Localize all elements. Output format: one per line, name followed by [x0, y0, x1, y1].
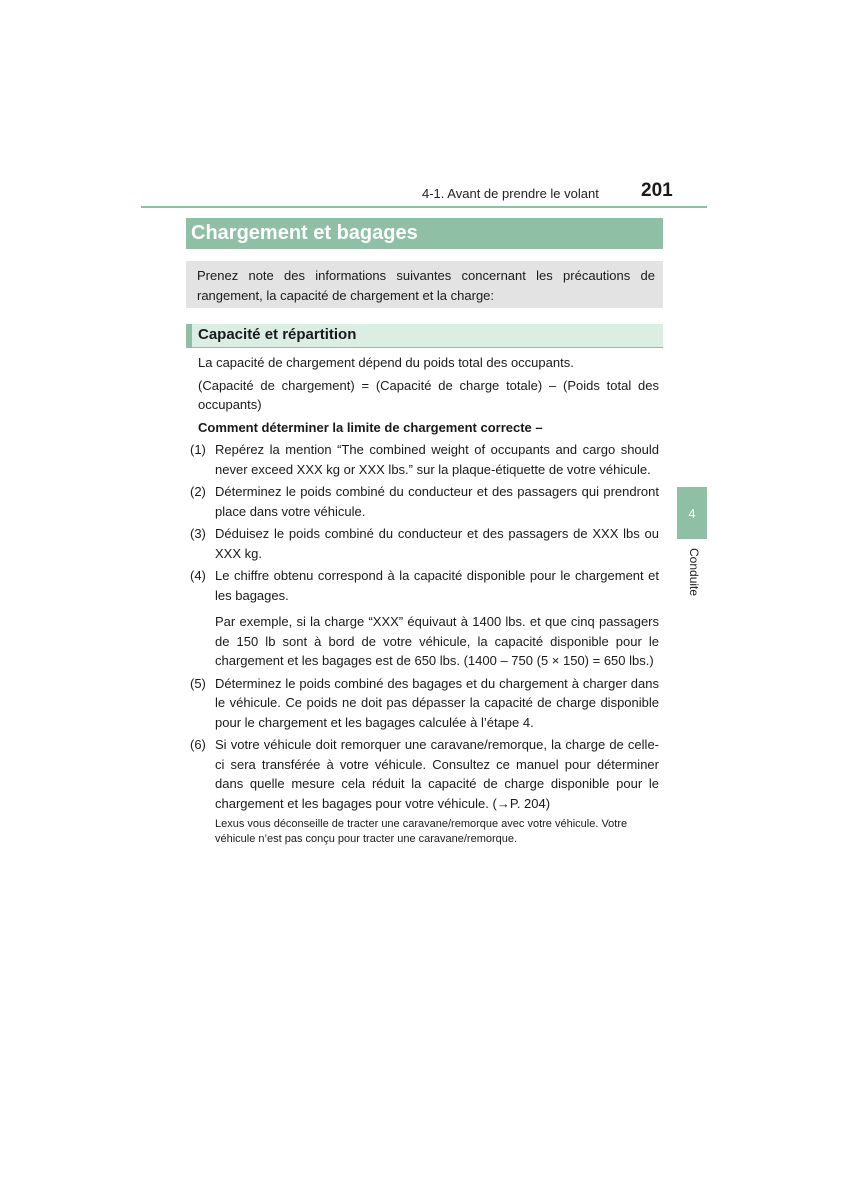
- step-text: Déterminez le poids combiné du conducteur et des passagers qui prendront place dans votre véhicule.: [215, 484, 659, 519]
- step-number: (4): [190, 568, 206, 583]
- chapter-label: Conduite: [687, 548, 701, 597]
- step-number: (2): [190, 484, 206, 499]
- procedure-heading: Comment déterminer la limite de chargement correcte –: [198, 419, 543, 435]
- step-text: Si votre véhicule doit remorquer une caravane/remorque, la charge de celle-ci sera transférée à votre véhicule. Consultez ce manuel pour déterminer dans quelle mesure cela réduit la capacité de charge disponible pour le chargement et les bagages pour votre véhicule. (→P. 204): [215, 737, 659, 811]
- list-item: [190, 566, 659, 605]
- chapter-number: 4: [688, 505, 696, 521]
- page-title: Chargement et bagages: [186, 218, 663, 249]
- list-item: [190, 524, 659, 563]
- list-item: [190, 674, 659, 733]
- list-item: [190, 482, 659, 521]
- paragraph: La capacité de chargement dépend du poids total des occupants.: [198, 355, 574, 370]
- step-text: Déduisez le poids combiné du conducteur et des passagers de XXX lbs ou XXX kg.: [215, 526, 659, 561]
- paragraph: (Capacité de chargement) = (Capacité de charge totale) – (Poids total des occupants): [198, 377, 659, 412]
- subsection-heading: Capacité et répartition: [186, 324, 663, 348]
- running-header: 4-1. Avant de prendre le volant: [422, 186, 599, 201]
- example-note: Par exemple, si la charge “XXX” équivaut à 1400 lbs. et que cinq passagers de 150 lb sont à bord de votre véhicule, la capacité disponible pour le chargement et les bagages est de 650 lbs. (1400 – 750 (5 × 150) = 650 lbs.): [215, 614, 659, 668]
- chapter-tab: [677, 487, 707, 539]
- list-item: [190, 735, 659, 813]
- step-number: (6): [190, 737, 206, 752]
- step-text: Le chiffre obtenu correspond à la capacité disponible pour le chargement et les bagages.: [215, 568, 659, 603]
- footnote: Lexus vous déconseille de tracter une caravane/remorque avec votre véhicule. Votre véhicule n’est pas conçu pour tracter une caravane/remorque.: [215, 818, 628, 845]
- page-number: 201: [641, 180, 673, 201]
- body-text: [190, 353, 659, 847]
- step-number: (1): [190, 442, 206, 457]
- step-text: Déterminez le poids combiné des bagages et du chargement à charger dans le véhicule. Ce poids ne doit pas dépasser la capacité de charge disponible pour le chargement et les bagages calculée à l’étape 4.: [215, 675, 659, 730]
- step-text: Repérez la mention “The combined weight of occupants and cargo should never exceed XXX kg or XXX lbs.” sur la plaque-étiquette de votre véhicule.: [215, 442, 659, 477]
- intro-note: Prenez note des informations suivantes concernant les précautions de rangement, la capacité de chargement et la charge:: [186, 261, 663, 308]
- step-number: (3): [190, 526, 206, 541]
- list-item: [190, 440, 659, 479]
- step-number: (5): [190, 675, 206, 691]
- header-divider: [141, 206, 707, 208]
